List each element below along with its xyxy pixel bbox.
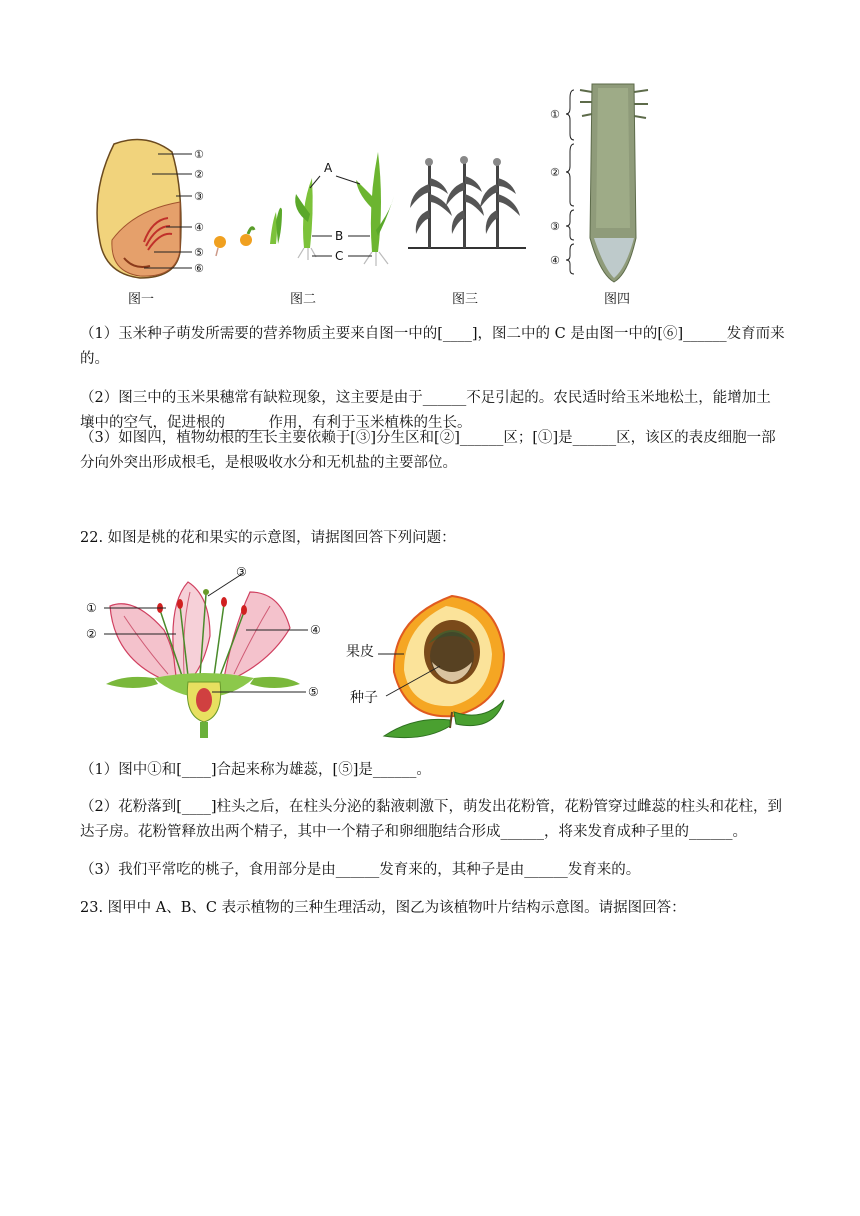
fig2-label-b: B xyxy=(335,229,344,243)
fig1-label-5: ⑤ xyxy=(194,246,204,259)
fig1-label-3: ③ xyxy=(194,190,204,203)
flower-label-3: ③ xyxy=(236,566,247,579)
fig3-caption: 图三 xyxy=(452,292,479,307)
corn-seed-figure xyxy=(84,132,214,282)
fig2-label-c: C xyxy=(335,249,344,263)
fig4-label-1: ① xyxy=(550,108,560,121)
fig4-caption: 图四 xyxy=(604,292,631,307)
fruit-label-seed: 种子 xyxy=(350,690,378,706)
fig4-label-3: ③ xyxy=(550,220,560,233)
fig4-label-4: ④ xyxy=(550,254,560,267)
q22-part3: （3）我们平常吃的桃子，食用部分是由______发育来的，其种子是由______发育来的。 xyxy=(80,862,641,878)
peach-flower-figure xyxy=(84,566,330,738)
flower-label-2: ② xyxy=(86,627,97,641)
fig4-label-2: ② xyxy=(550,166,560,179)
root-tip-figure xyxy=(548,78,676,286)
q22-part1: （1）图中①和[____]合起来称为雄蕊，[⑤]是______。 xyxy=(80,762,431,778)
flower-label-5: ⑤ xyxy=(308,685,319,699)
fig1-label-1: ① xyxy=(194,148,204,161)
q21-part2: （2）图三中的玉米果穗常有缺粒现象，这主要是由于______不足引起的。农民适时给玉米地松土，能增加土壤中的空气，促进根的______作用，有利于玉米植株的生长。 xyxy=(80,390,771,432)
fig1-label-2: ② xyxy=(194,168,204,181)
corn-field-figure xyxy=(408,154,526,254)
germination-figure xyxy=(208,152,398,272)
fig2-caption: 图二 xyxy=(290,292,317,307)
fig1-label-4: ④ xyxy=(194,221,204,234)
q22-part2: （2）花粉落到[____]柱头之后，在柱头分泌的黏液刺激下，萌发出花粉管，花粉管穿过雌蕊的柱头和花柱，到达子房。花粉管释放出两个精子，其中一个精子和卵细胞结合形成______，将来发育成种子里的______。 xyxy=(80,799,783,841)
q22-title: 22. 如图是桃的花和果实的示意图，请据图回答下列问题： xyxy=(80,530,456,546)
q21-part3: （3）如图四，植物幼根的生长主要依赖于[③]分生区和[②]______区；[①]是______区，该区的表皮细胞一部分向外突出形成根毛，是根吸收水分和无机盐的主要部位。 xyxy=(80,430,776,472)
fig1-label-6: ⑥ xyxy=(194,262,204,275)
flower-label-1: ① xyxy=(86,601,97,615)
q21-part1: （1）玉米种子萌发所需要的营养物质主要来自图一中的[____]，图二中的 C 是由图一中的[⑥]______发育而来的。 xyxy=(80,326,785,368)
q23-title: 23. 图甲中 A、B、C 表示植物的三种生理活动，图乙为该植物叶片结构示意图。请据图回答： xyxy=(80,900,686,916)
fig2-label-a: A xyxy=(324,161,333,175)
fig1-caption: 图一 xyxy=(128,292,155,307)
fruit-label-peel: 果皮 xyxy=(346,644,374,660)
flower-label-4: ④ xyxy=(310,623,321,637)
peach-fruit-figure xyxy=(344,592,510,742)
